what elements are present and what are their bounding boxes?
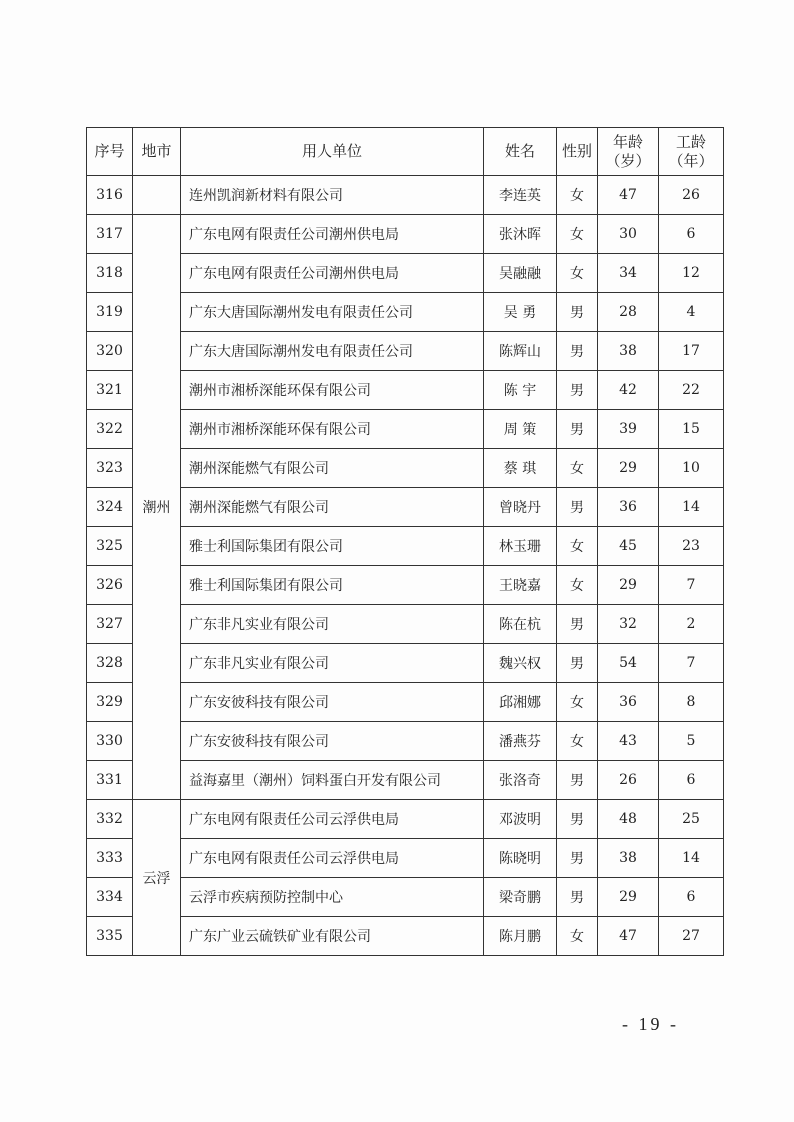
cell-name: 陈月鹏	[484, 917, 557, 956]
cell-employer: 益海嘉里（潮州）饲料蛋白开发有限公司	[181, 761, 484, 800]
cell-employer: 潮州市湘桥深能环保有限公司	[181, 410, 484, 449]
cell-gender: 男	[557, 800, 598, 839]
cell-work-years: 27	[659, 917, 724, 956]
cell-work-years: 10	[659, 449, 724, 488]
cell-work-years: 2	[659, 605, 724, 644]
cell-work-years: 23	[659, 527, 724, 566]
table-row	[87, 254, 724, 293]
cell-work-years: 17	[659, 332, 724, 371]
cell-age: 30	[598, 215, 659, 254]
table-row	[87, 410, 724, 449]
table-row	[87, 488, 724, 527]
cell-seq: 317	[87, 215, 133, 254]
cell-employer: 潮州深能燃气有限公司	[181, 449, 484, 488]
header-seq: 序号	[87, 128, 133, 176]
cell-name: 陈在杭	[484, 605, 557, 644]
cell-work-years: 5	[659, 722, 724, 761]
table-row	[87, 644, 724, 683]
header-city: 地市	[133, 128, 181, 176]
cell-age: 32	[598, 605, 659, 644]
cell-employer: 雅士利国际集团有限公司	[181, 527, 484, 566]
cell-age: 29	[598, 878, 659, 917]
cell-employer: 潮州深能燃气有限公司	[181, 488, 484, 527]
cell-work-years: 26	[659, 176, 724, 215]
cell-seq: 327	[87, 605, 133, 644]
cell-work-years: 22	[659, 371, 724, 410]
cell-name: 陈晓明	[484, 839, 557, 878]
cell-employer: 潮州市湘桥深能环保有限公司	[181, 371, 484, 410]
cell-work-years: 14	[659, 839, 724, 878]
cell-gender: 女	[557, 176, 598, 215]
table-row	[87, 566, 724, 605]
cell-age: 48	[598, 800, 659, 839]
cell-name: 梁奇鹏	[484, 878, 557, 917]
cell-seq: 326	[87, 566, 133, 605]
cell-seq: 335	[87, 917, 133, 956]
cell-gender: 男	[557, 839, 598, 878]
cell-name: 张洛奇	[484, 761, 557, 800]
table-row	[87, 215, 724, 254]
table-row	[87, 371, 724, 410]
cell-work-years: 14	[659, 488, 724, 527]
cell-gender: 女	[557, 917, 598, 956]
cell-employer: 云浮市疾病预防控制中心	[181, 878, 484, 917]
cell-age: 39	[598, 410, 659, 449]
cell-work-years: 4	[659, 293, 724, 332]
cell-employer: 广东大唐国际潮州发电有限责任公司	[181, 332, 484, 371]
table-row	[87, 761, 724, 800]
header-employer: 用人单位	[181, 128, 484, 176]
cell-employer: 广东安彼科技有限公司	[181, 722, 484, 761]
cell-work-years: 7	[659, 644, 724, 683]
cell-gender: 男	[557, 605, 598, 644]
cell-gender: 女	[557, 683, 598, 722]
cell-age: 36	[598, 488, 659, 527]
table-row	[87, 917, 724, 956]
table-body	[87, 176, 724, 956]
cell-age: 47	[598, 176, 659, 215]
cell-name: 曾晓丹	[484, 488, 557, 527]
header-row	[87, 128, 724, 176]
cell-gender: 女	[557, 449, 598, 488]
page-number: - 19 -	[622, 1014, 679, 1034]
cell-employer: 广东电网有限责任公司云浮供电局	[181, 800, 484, 839]
cell-work-years: 8	[659, 683, 724, 722]
cell-work-years: 7	[659, 566, 724, 605]
cell-seq: 334	[87, 878, 133, 917]
cell-seq: 324	[87, 488, 133, 527]
cell-name: 张沐晖	[484, 215, 557, 254]
cell-age: 34	[598, 254, 659, 293]
cell-name: 邱湘娜	[484, 683, 557, 722]
cell-gender: 男	[557, 410, 598, 449]
cell-seq: 323	[87, 449, 133, 488]
cell-name: 吴 勇	[484, 293, 557, 332]
cell-employer: 广东非凡实业有限公司	[181, 605, 484, 644]
cell-gender: 男	[557, 878, 598, 917]
table-row	[87, 176, 724, 215]
cell-employer: 雅士利国际集团有限公司	[181, 566, 484, 605]
cell-seq: 329	[87, 683, 133, 722]
cell-name: 潘燕芬	[484, 722, 557, 761]
cell-name: 邓波明	[484, 800, 557, 839]
cell-gender: 女	[557, 566, 598, 605]
cell-age: 28	[598, 293, 659, 332]
cell-work-years: 12	[659, 254, 724, 293]
cell-seq: 316	[87, 176, 133, 215]
cell-gender: 女	[557, 254, 598, 293]
cell-name: 陈辉山	[484, 332, 557, 371]
table-row	[87, 449, 724, 488]
cell-employer: 广东大唐国际潮州发电有限责任公司	[181, 293, 484, 332]
cell-city	[133, 176, 181, 215]
cell-seq: 319	[87, 293, 133, 332]
cell-age: 47	[598, 917, 659, 956]
cell-name: 魏兴权	[484, 644, 557, 683]
cell-seq: 331	[87, 761, 133, 800]
header-gender: 性别	[557, 128, 598, 176]
cell-name: 吴融融	[484, 254, 557, 293]
cell-gender: 男	[557, 488, 598, 527]
cell-name: 周 策	[484, 410, 557, 449]
cell-age: 29	[598, 449, 659, 488]
cell-seq: 322	[87, 410, 133, 449]
cell-seq: 328	[87, 644, 133, 683]
header-name: 姓名	[484, 128, 557, 176]
table-row	[87, 839, 724, 878]
table-row	[87, 878, 724, 917]
cell-seq: 321	[87, 371, 133, 410]
cell-age: 36	[598, 683, 659, 722]
cell-seq: 332	[87, 800, 133, 839]
cell-seq: 318	[87, 254, 133, 293]
cell-seq: 325	[87, 527, 133, 566]
cell-seq: 333	[87, 839, 133, 878]
cell-employer: 广东电网有限责任公司潮州供电局	[181, 254, 484, 293]
cell-age: 45	[598, 527, 659, 566]
table-row	[87, 722, 724, 761]
cell-age: 43	[598, 722, 659, 761]
header-age: 年龄（岁）	[598, 128, 659, 176]
cell-employer: 广东电网有限责任公司云浮供电局	[181, 839, 484, 878]
cell-gender: 男	[557, 761, 598, 800]
cell-seq: 330	[87, 722, 133, 761]
cell-city: 潮州	[133, 215, 181, 800]
cell-work-years: 6	[659, 761, 724, 800]
cell-employer: 连州凯润新材料有限公司	[181, 176, 484, 215]
cell-employer: 广东电网有限责任公司潮州供电局	[181, 215, 484, 254]
cell-work-years: 15	[659, 410, 724, 449]
cell-work-years: 6	[659, 215, 724, 254]
table-row	[87, 527, 724, 566]
table-row	[87, 683, 724, 722]
table-row	[87, 605, 724, 644]
cell-age: 38	[598, 332, 659, 371]
cell-gender: 男	[557, 644, 598, 683]
cell-age: 42	[598, 371, 659, 410]
cell-name: 蔡 琪	[484, 449, 557, 488]
cell-name: 李连英	[484, 176, 557, 215]
cell-gender: 男	[557, 332, 598, 371]
cell-gender: 女	[557, 215, 598, 254]
cell-gender: 女	[557, 527, 598, 566]
cell-seq: 320	[87, 332, 133, 371]
cell-name: 王晓嘉	[484, 566, 557, 605]
cell-gender: 男	[557, 371, 598, 410]
cell-city: 云浮	[133, 800, 181, 956]
cell-name: 林玉珊	[484, 527, 557, 566]
cell-employer: 广东安彼科技有限公司	[181, 683, 484, 722]
table-row	[87, 800, 724, 839]
cell-work-years: 25	[659, 800, 724, 839]
header-work-years: 工龄（年）	[659, 128, 724, 176]
cell-employer: 广东广业云硫铁矿业有限公司	[181, 917, 484, 956]
table-row	[87, 293, 724, 332]
cell-age: 38	[598, 839, 659, 878]
cell-employer: 广东非凡实业有限公司	[181, 644, 484, 683]
cell-name: 陈 宇	[484, 371, 557, 410]
cell-gender: 男	[557, 293, 598, 332]
staff-table	[86, 127, 724, 956]
cell-gender: 女	[557, 722, 598, 761]
cell-work-years: 6	[659, 878, 724, 917]
table-row	[87, 332, 724, 371]
cell-age: 54	[598, 644, 659, 683]
cell-age: 29	[598, 566, 659, 605]
cell-age: 26	[598, 761, 659, 800]
